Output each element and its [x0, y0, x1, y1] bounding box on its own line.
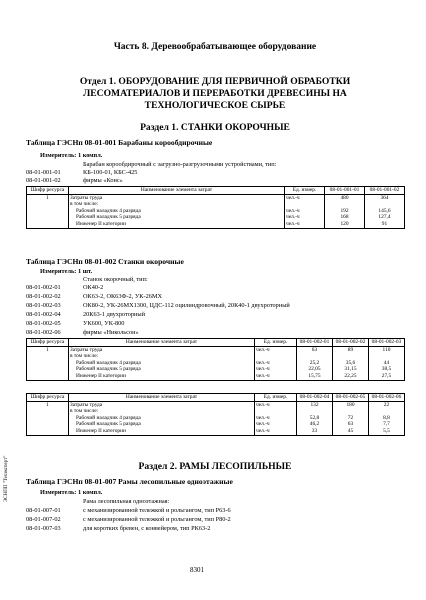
- measurement-unit: Измеритель: 1 компл.: [40, 489, 103, 496]
- cell-unit: чел.-ч чел.-ч чел.-ч чел.-ч: [285, 194, 325, 228]
- section-2-title: Раздел 2. РАМЫ ЛЕСОПИЛЬНЫЕ: [138, 461, 292, 472]
- cell-code: 1: [27, 346, 69, 380]
- item-code: 08-01-001-01: [26, 169, 61, 176]
- resource-table: [26, 393, 405, 436]
- header-col: 08-01-002-04: [297, 394, 333, 402]
- table-title: Таблица ГЭСНп 08-01-002 Станки окорочные: [26, 257, 184, 266]
- cell-value: 22 8,8 7,7 5,5: [369, 401, 405, 435]
- resource-table: [26, 186, 405, 229]
- table-body-row: [27, 194, 405, 228]
- item-description: фирмы «Никольсон»: [83, 329, 139, 336]
- cell-value: 63 25,2 22,05 15,75: [297, 346, 333, 380]
- item-description: 20К63-1 двухроторный: [83, 311, 146, 318]
- item-description: с механизированной тележкой и рольгангом, тип Р80-2: [83, 516, 231, 523]
- header-code: Шифр ресурса: [27, 394, 69, 402]
- header-code: Шифр ресурса: [27, 339, 69, 347]
- table-title: Таблица ГЭСНп 08-01-007 Рамы лесопильные одноэтажные: [26, 477, 233, 486]
- item-description: ОК63-2, ОК63Ф-2, УК-26МХ: [83, 293, 163, 300]
- cell-value: 480 192 168 120: [325, 194, 365, 228]
- cell-code: 1: [27, 194, 69, 228]
- header-col: 08-01-002-05: [333, 394, 369, 402]
- item-intro: Станок окорочный, тип:: [83, 276, 148, 283]
- header-name: Наименование элемента затрат: [69, 339, 255, 347]
- department-title: [40, 76, 390, 112]
- page-number: 8301: [190, 566, 204, 574]
- cell-unit: чел.-ч чел.-ч чел.-ч чел.-ч: [255, 401, 297, 435]
- cell-value: 89 35,6 31,15 22,25: [333, 346, 369, 380]
- item-code: 08-01-002-05: [26, 320, 61, 327]
- header-unit: Ед. измер.: [255, 339, 297, 347]
- department-title-line: ТЕХНОЛОГИЧЕСКОЕ СЫРЬЕ: [144, 100, 286, 111]
- item-code: 08-01-007-03: [26, 525, 61, 532]
- item-description: с механизированной тележкой и рольгангом, тип Р63-6: [83, 507, 231, 514]
- item-code: 08-01-007-02: [26, 516, 61, 523]
- header-unit: Ед. измер.: [285, 187, 325, 195]
- side-watermark-text: ЭСНПП "Техэксперт": [4, 455, 9, 502]
- item-description: для коротких бревен, с конвейером, тип РК63-2: [83, 525, 211, 532]
- cell-value: 132 52,8 46,2 33: [297, 401, 333, 435]
- table-header-row: [27, 394, 405, 402]
- measurement-unit: Измеритель: 1 шт.: [40, 268, 93, 275]
- header-unit: Ед. измер.: [255, 394, 297, 402]
- header-name: Наименование элемента затрат: [69, 394, 255, 402]
- cell-name: Затраты труда в том числе: Рабочий наладчик 4 разряда Рабочий наладчик 5 разряда Инженер II категории: [69, 401, 255, 435]
- header-col: 08-01-002-03: [369, 339, 405, 347]
- table-header-row: [27, 187, 405, 195]
- table-body-row: [27, 346, 405, 380]
- item-code: 08-01-001-02: [26, 177, 61, 184]
- resource-table: [26, 338, 405, 381]
- section-1-title: Раздел 1. СТАНКИ ОКОРОЧНЫЕ: [140, 122, 290, 133]
- header-col: 08-01-001-02: [365, 187, 405, 195]
- item-code: 08-01-002-02: [26, 293, 61, 300]
- item-code: 08-01-002-03: [26, 302, 61, 309]
- header-name: Наименование элемента затрат: [69, 187, 285, 195]
- header-col: 08-01-002-02: [333, 339, 369, 347]
- department-title-line: ЛЕСОМАТЕРИАЛОВ И ПЕРЕРАБОТКИ ДРЕВЕСИНЫ НА: [83, 88, 347, 99]
- item-code: 08-01-002-01: [26, 284, 61, 291]
- cell-value: 110 44 38,5 27,5: [369, 346, 405, 380]
- cell-value: 364 145,6 127,4 91: [365, 194, 405, 228]
- cell-value: 180 72 63 45: [333, 401, 369, 435]
- item-description: КБ-100-01, КБС-425: [83, 169, 138, 176]
- item-intro: Рама лесопильная одноэтажная:: [83, 498, 170, 505]
- cell-name: Затраты труда в том числе: Рабочий наладчик 4 разряда Рабочий наладчик 5 разряда Инженер II категории: [69, 346, 255, 380]
- measurement-unit: Измеритель: 1 компл.: [40, 152, 103, 159]
- header-code: Шифр ресурса: [27, 187, 69, 195]
- header-col: 08-01-002-06: [369, 394, 405, 402]
- department-title-line: Отдел 1. ОБОРУДОВАНИЕ ДЛЯ ПЕРВИЧНОЙ ОБРАБОТКИ: [79, 76, 351, 87]
- item-description: ОК40-2: [83, 284, 104, 291]
- cell-code: 1: [27, 401, 69, 435]
- cell-unit: чел.-ч чел.-ч чел.-ч чел.-ч: [255, 346, 297, 380]
- header-col: 08-01-001-01: [325, 187, 365, 195]
- item-code: 08-01-002-06: [26, 329, 61, 336]
- cell-name: Затраты труда в том числе: Рабочий наладчик 4 разряда Рабочий наладчик 5 разряда Инженер II категории: [69, 194, 285, 228]
- item-code: 08-01-002-04: [26, 311, 61, 318]
- header-col: 08-01-002-01: [297, 339, 333, 347]
- item-description: УК600, УК-800: [83, 320, 125, 327]
- part-title: Часть 8. Деревообрабатывающее оборудование: [113, 42, 317, 52]
- item-code: 08-01-007-01: [26, 507, 61, 514]
- table-header-row: [27, 339, 405, 347]
- item-description: фирмы «Конс»: [83, 177, 123, 184]
- table-body-row: [27, 401, 405, 435]
- item-description: ОК80-2, УК-26МХ1300, ЦДС-112 оцилиндровочный, 20К40-1 двухроторный: [83, 302, 290, 309]
- item-intro: Барабан корообдирочный с загрузно-разгрузочными устройствами, тип:: [83, 161, 277, 168]
- table-title: Таблица ГЭСНп 08-01-001 Барабаны корообдирочные: [26, 138, 213, 147]
